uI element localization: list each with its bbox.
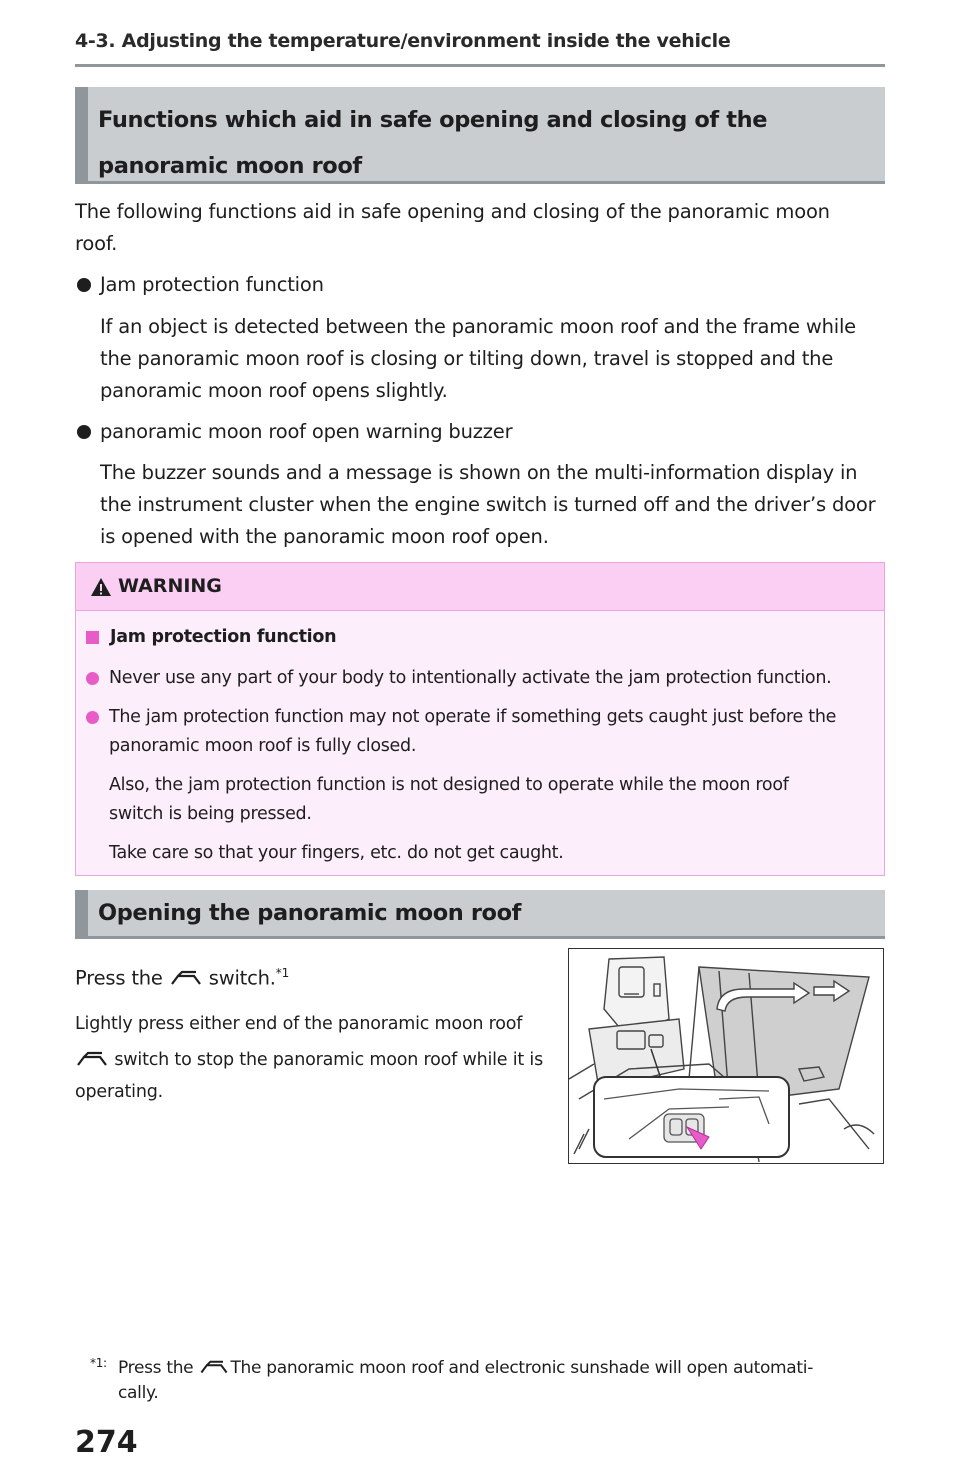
note-line-2: switch to stop the panoramic moon roof while it is bbox=[114, 1050, 544, 1070]
press-instruction bbox=[75, 957, 289, 995]
warning-header bbox=[76, 563, 884, 611]
moon-roof-switch-icon bbox=[169, 969, 203, 989]
note-line-2-wrap bbox=[75, 1043, 543, 1077]
car-interior-drawing bbox=[569, 949, 882, 1162]
press-before: Press the bbox=[75, 966, 163, 990]
warning-item-line: Never use any part of your body to intentionally activate the jam protection function. bbox=[109, 668, 832, 688]
bullet-text-line: The buzzer sounds and a message is shown on the multi-information display in bbox=[100, 461, 858, 484]
warning-item-line: The jam protection function may not operate if something gets caught just before the bbox=[109, 707, 837, 727]
footnote-line-1 bbox=[118, 1356, 813, 1380]
press-after: switch. bbox=[208, 966, 276, 990]
footnote-marker: *1: bbox=[90, 1356, 107, 1370]
bullet-text-line: the panoramic moon roof is closing or tilting down, travel is stopped and the bbox=[100, 347, 834, 370]
bullet-dot-icon bbox=[77, 278, 91, 292]
header-rule bbox=[75, 64, 885, 67]
section-title-safety-functions: Functions which aid in safe opening and closing of the panoramic moon roof bbox=[75, 87, 885, 184]
bullet-text-line: If an object is detected between the panoramic moon roof and the frame while bbox=[100, 315, 856, 338]
bullet-text-line: the instrument cluster when the engine switch is turned off and the driver’s door bbox=[100, 493, 876, 516]
footnote-after: The panoramic moon roof and electronic sunshade will open automati- bbox=[230, 1358, 814, 1378]
warning-item-line: panoramic moon roof is fully closed. bbox=[109, 736, 417, 756]
note-line-1: Lightly press either end of the panoramic moon roof bbox=[75, 1014, 523, 1034]
bullet-dot-icon bbox=[77, 425, 91, 439]
section-title-opening: Opening the panoramic moon roof bbox=[75, 890, 885, 939]
moon-roof-switch-illustration bbox=[568, 948, 884, 1164]
page-number: 274 bbox=[75, 1425, 138, 1460]
bullet-label-warning-buzzer: panoramic moon roof open warning buzzer bbox=[100, 420, 513, 443]
warning-extra-line: switch is being pressed. bbox=[109, 804, 312, 824]
intro-line-2: roof. bbox=[75, 232, 118, 255]
footnote-line-2: cally. bbox=[118, 1383, 159, 1403]
moon-roof-switch-icon bbox=[198, 1359, 230, 1377]
warning-triangle-icon bbox=[90, 577, 112, 597]
running-head: 4-3. Adjusting the temperature/environment inside the vehicle bbox=[75, 30, 731, 52]
square-bullet-icon bbox=[86, 631, 99, 644]
warning-title: WARNING bbox=[118, 575, 222, 597]
warning-subhead: Jam protection function bbox=[110, 627, 337, 647]
warning-extra-line: Take care so that your fingers, etc. do not get caught. bbox=[109, 843, 564, 863]
note-line-3: operating. bbox=[75, 1082, 163, 1102]
bullet-dot-icon bbox=[86, 711, 99, 724]
footnote-ref: *1 bbox=[275, 966, 290, 980]
bullet-text-line: panoramic moon roof opens slightly. bbox=[100, 379, 448, 402]
bullet-text-line: is opened with the panoramic moon roof open. bbox=[100, 525, 549, 548]
footnote-before: Press the bbox=[118, 1358, 194, 1378]
bullet-label-jam-protection: Jam protection function bbox=[100, 273, 324, 296]
bullet-dot-icon bbox=[86, 672, 99, 685]
warning-extra-line: Also, the jam protection function is not designed to operate while the moon roof bbox=[109, 775, 789, 795]
intro-line-1: The following functions aid in safe opening and closing of the panoramic moon bbox=[75, 200, 830, 223]
warning-box bbox=[75, 562, 885, 876]
moon-roof-switch-icon bbox=[75, 1050, 109, 1070]
